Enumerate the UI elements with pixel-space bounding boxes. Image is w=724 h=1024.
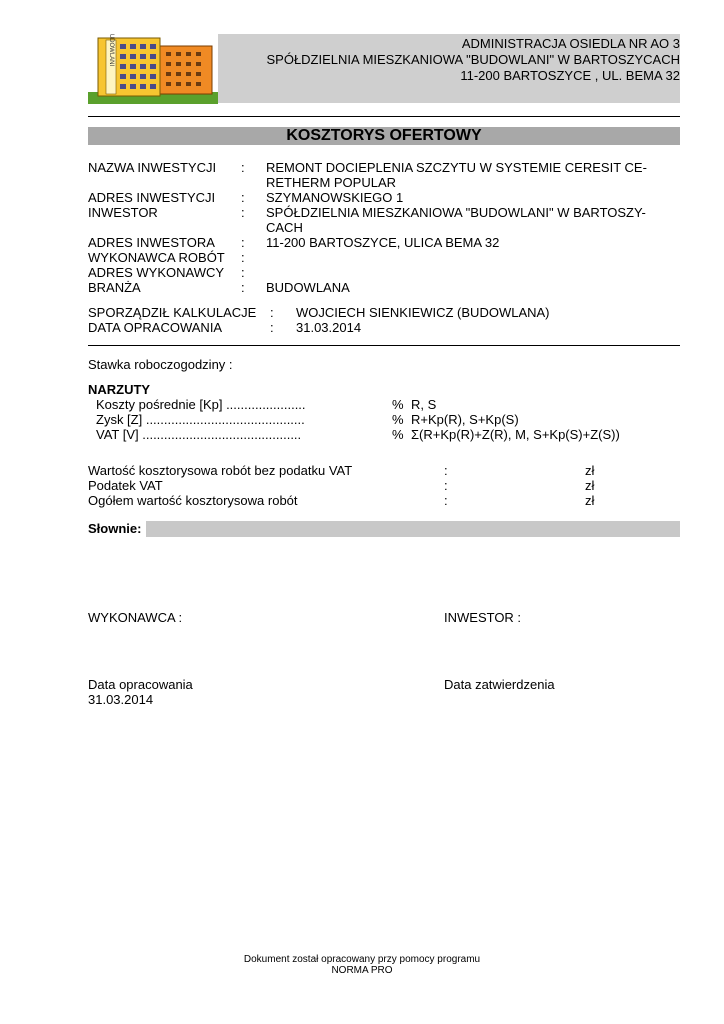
header-line-1: ADMINISTRACJA OSIEDLA NR AO 3 (461, 36, 680, 51)
total-label: Ogółem wartość kosztorysowa robót (88, 493, 298, 508)
section-divider (88, 345, 680, 346)
field-value: REMONT DOCIEPLENIA SZCZYTU W SYSTEMIE CERESIT CE- (266, 160, 647, 175)
amount-in-words-band (88, 521, 680, 537)
header-line-3: 11-200 BARTOSZYCE , UL. BEMA 32 (460, 68, 680, 83)
field-separator: : (241, 205, 245, 220)
overhead-label: Koszty pośrednie [Kp] ...................... (96, 397, 306, 412)
overhead-label: Zysk [Z] ............................................ (96, 412, 305, 427)
field-separator: : (241, 235, 245, 250)
field-label: ADRES INWESTORA (88, 235, 215, 250)
overhead-percent: % (392, 427, 404, 442)
field-label: ADRES WYKONAWCY (88, 265, 225, 280)
field-separator: : (241, 280, 245, 295)
preparation-date-value: 31.03.2014 (88, 692, 154, 707)
amount-in-words-label: Słownie: (88, 521, 146, 537)
field-separator: : (241, 250, 245, 265)
field-value: CACH (266, 220, 303, 235)
labor-rate-label: Stawka roboczogodziny : (88, 357, 233, 372)
field-label: BRANŻA (88, 280, 141, 295)
document-title: KOSZTORYS OFERTOWY (286, 127, 482, 144)
field-label: INWESTOR (88, 205, 158, 220)
approval-date-label: Data zatwierdzenia (444, 677, 555, 692)
overheads-heading: NARZUTY (88, 382, 151, 397)
overhead-label: VAT [V] ............................................ (96, 427, 302, 442)
prepared-by-value: WOJCIECH SIENKIEWICZ (BUDOWLANA) (296, 305, 550, 320)
overhead-formula: Σ(R+Kp(R)+Z(R), M, S+Kp(S)+Z(S)) (411, 427, 620, 442)
total-currency: zł (585, 463, 595, 478)
investor-signature-label: INWESTOR : (444, 610, 522, 625)
date-value: 31.03.2014 (296, 320, 362, 335)
total-separator: : (444, 493, 448, 508)
total-currency: zł (585, 493, 595, 508)
field-value: 11-200 BARTOSZYCE, ULICA BEMA 32 (266, 235, 500, 250)
total-label: Podatek VAT (88, 478, 163, 493)
field-label: ADRES INWESTYCJI (88, 190, 216, 205)
company-logo (88, 34, 218, 104)
field-value: SPÓŁDZIELNIA MIESZKANIOWA "BUDOWLANI" W BARTOSZY- (266, 205, 646, 220)
field-label: WYKONAWCA ROBÓT (88, 250, 225, 265)
field-separator: : (241, 160, 245, 175)
header-divider (88, 116, 680, 117)
field-value: SZYMANOWSKIEGO 1 (266, 190, 404, 205)
contractor-signature-label: WYKONAWCA : (88, 610, 183, 625)
total-label: Wartość kosztorysowa robót bez podatku VAT (88, 463, 353, 478)
date-label: DATA OPRACOWANIA (88, 320, 223, 335)
footer-line-2: NORMA PRO (331, 965, 393, 976)
field-separator: : (241, 265, 245, 280)
overhead-percent: % (392, 397, 404, 412)
total-currency: zł (585, 478, 595, 493)
footer-line-1: Dokument został opracowany przy pomocy programu (243, 954, 481, 965)
prepared-by-label: SPORZĄDZIŁ KALKULACJE (88, 305, 257, 320)
overhead-formula: R+Kp(R), S+Kp(S) (411, 412, 519, 427)
field-value: BUDOWLANA (266, 280, 350, 295)
total-separator: : (444, 478, 448, 493)
overhead-formula: R, S (411, 397, 437, 412)
svg-text:BUDOWLANI: BUDOWLANI (108, 34, 114, 67)
overhead-percent: % (392, 412, 404, 427)
header-line-2: SPÓŁDZIELNIA MIESZKANIOWA "BUDOWLANI" W BARTOSZYCACH (266, 52, 680, 67)
total-separator: : (444, 463, 448, 478)
prepared-by-separator: : (270, 305, 274, 320)
preparation-date-label: Data opracowania (88, 677, 193, 692)
field-label: NAZWA INWESTYCJI (88, 160, 217, 175)
date-separator: : (270, 320, 274, 335)
field-separator: : (241, 190, 245, 205)
field-value: RETHERM POPULAR (266, 175, 397, 190)
